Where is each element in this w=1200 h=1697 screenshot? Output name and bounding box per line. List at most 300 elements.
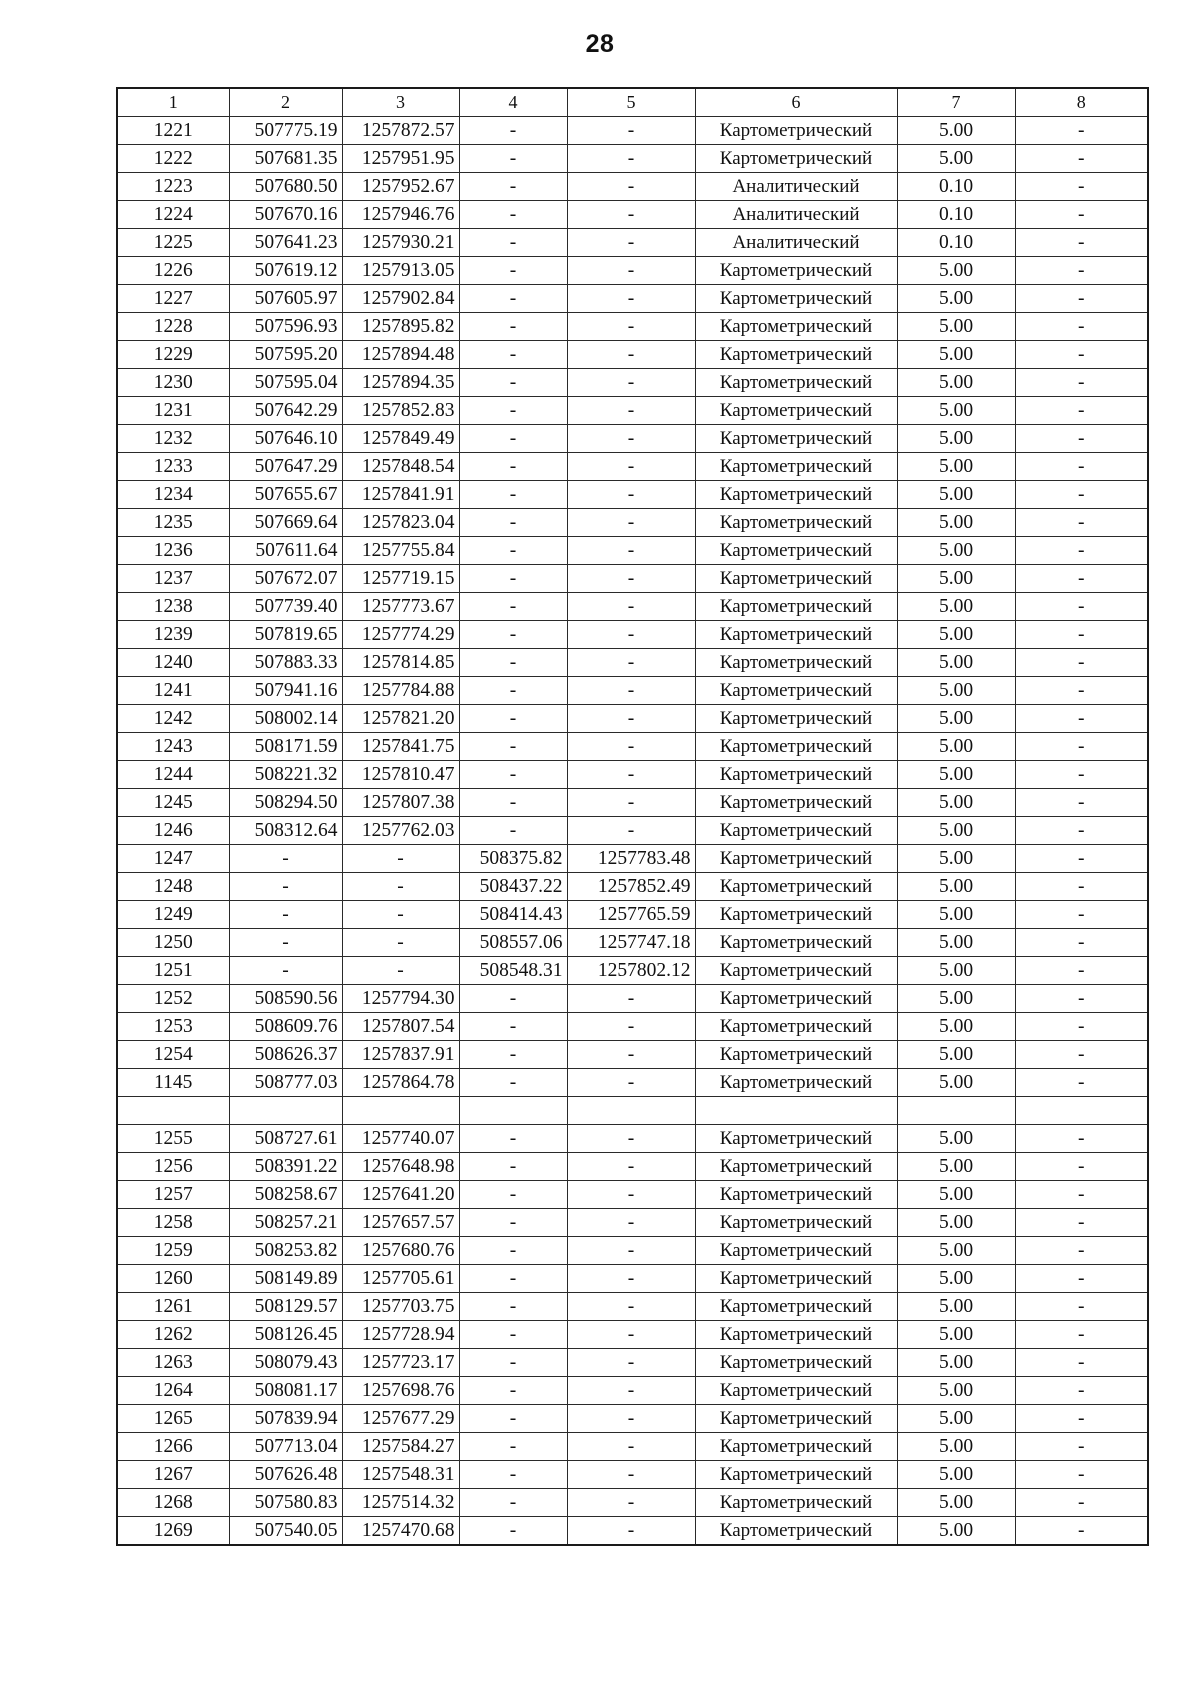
cell-x-coordinate-new: - (459, 481, 567, 509)
cell-accuracy: 5.00 (897, 733, 1015, 761)
cell-y-coordinate: - (342, 845, 459, 873)
cell-y-coordinate: 1257841.75 (342, 733, 459, 761)
cell-y-coordinate: 1257823.04 (342, 509, 459, 537)
cell-x-coordinate-new: 508375.82 (459, 845, 567, 873)
cell-x-coordinate: 507672.07 (229, 565, 342, 593)
cell-note: - (1015, 1041, 1148, 1069)
cell-note: - (1015, 929, 1148, 957)
cell-point-number: 1221 (117, 117, 229, 145)
cell-note: - (1015, 565, 1148, 593)
cell-method: Картометрический (695, 677, 897, 705)
cell-x-coordinate: - (229, 957, 342, 985)
cell-accuracy: 5.00 (897, 369, 1015, 397)
cell-x-coordinate: 508312.64 (229, 817, 342, 845)
cell-x-coordinate-new: - (459, 1181, 567, 1209)
cell-y-coordinate-new: - (567, 1405, 695, 1433)
cell-note: - (1015, 257, 1148, 285)
cell-x-coordinate: 508258.67 (229, 1181, 342, 1209)
cell-method: Картометрический (695, 481, 897, 509)
cell-x-coordinate: 508221.32 (229, 761, 342, 789)
cell-point-number: 1241 (117, 677, 229, 705)
cell-method: Картометрический (695, 1237, 897, 1265)
cell-y-coordinate-new: 1257765.59 (567, 901, 695, 929)
cell-point-number: 1223 (117, 173, 229, 201)
cell-point-number: 1145 (117, 1069, 229, 1097)
cell-y-coordinate: 1257648.98 (342, 1153, 459, 1181)
table-row (117, 481, 1148, 509)
cell-y-coordinate: 1257913.05 (342, 257, 459, 285)
cell-note: - (1015, 145, 1148, 173)
table-row (117, 1153, 1148, 1181)
cell-note: - (1015, 621, 1148, 649)
cell-note: - (1015, 369, 1148, 397)
cell-accuracy: 5.00 (897, 621, 1015, 649)
cell-x-coordinate-new: - (459, 677, 567, 705)
cell-y-coordinate: 1257852.83 (342, 397, 459, 425)
cell-y-coordinate: 1257894.35 (342, 369, 459, 397)
cell-point-number: 1226 (117, 257, 229, 285)
table-row (117, 285, 1148, 313)
cell-method: Картометрический (695, 117, 897, 145)
cell-accuracy: 5.00 (897, 1405, 1015, 1433)
cell-point-number: 1267 (117, 1461, 229, 1489)
table-row (117, 1125, 1148, 1153)
cell-y-coordinate-new: - (567, 117, 695, 145)
cell-y-coordinate-new: - (567, 341, 695, 369)
cell-point-number: 1248 (117, 873, 229, 901)
cell-note: - (1015, 1321, 1148, 1349)
cell-y-coordinate-new: - (567, 509, 695, 537)
cell-accuracy: 5.00 (897, 873, 1015, 901)
table-row (117, 677, 1148, 705)
cell-x-coordinate: 508590.56 (229, 985, 342, 1013)
cell-note: - (1015, 873, 1148, 901)
cell-x-coordinate-new: - (459, 453, 567, 481)
cell-y-coordinate-new: 1257852.49 (567, 873, 695, 901)
column-header: 6 (695, 88, 897, 117)
table-row (117, 1349, 1148, 1377)
cell-y-coordinate: 1257807.38 (342, 789, 459, 817)
column-header: 3 (342, 88, 459, 117)
cell-y-coordinate: 1257719.15 (342, 565, 459, 593)
cell-note: - (1015, 229, 1148, 257)
cell-accuracy: 0.10 (897, 201, 1015, 229)
table-row (117, 733, 1148, 761)
cell-note: - (1015, 481, 1148, 509)
table-row (117, 1433, 1148, 1461)
cell-y-coordinate: - (342, 901, 459, 929)
cell-note: - (1015, 1181, 1148, 1209)
cell-method: Картометрический (695, 873, 897, 901)
cell-x-coordinate-new: - (459, 817, 567, 845)
cell-method: Картометрический (695, 537, 897, 565)
cell-method: Картометрический (695, 649, 897, 677)
cell-x-coordinate: 508149.89 (229, 1265, 342, 1293)
cell-method: Аналитический (695, 229, 897, 257)
cell-x-coordinate-new: - (459, 1265, 567, 1293)
cell-note (1015, 1097, 1148, 1125)
cell-note: - (1015, 509, 1148, 537)
cell-x-coordinate: 508129.57 (229, 1293, 342, 1321)
cell-accuracy: 5.00 (897, 425, 1015, 453)
cell-y-coordinate: 1257902.84 (342, 285, 459, 313)
cell-note: - (1015, 649, 1148, 677)
table-row (117, 313, 1148, 341)
cell-x-coordinate: 507775.19 (229, 117, 342, 145)
cell-y-coordinate: 1257680.76 (342, 1237, 459, 1265)
cell-y-coordinate: 1257951.95 (342, 145, 459, 173)
cell-accuracy: 5.00 (897, 845, 1015, 873)
cell-y-coordinate-new: - (567, 1209, 695, 1237)
table-row (117, 1097, 1148, 1125)
cell-x-coordinate: 507739.40 (229, 593, 342, 621)
cell-y-coordinate: 1257794.30 (342, 985, 459, 1013)
page-number: 28 (585, 30, 615, 58)
cell-point-number: 1235 (117, 509, 229, 537)
cell-x-coordinate: 507655.67 (229, 481, 342, 509)
cell-accuracy: 5.00 (897, 509, 1015, 537)
cell-y-coordinate: 1257698.76 (342, 1377, 459, 1405)
cell-x-coordinate: 507819.65 (229, 621, 342, 649)
table-row (117, 1041, 1148, 1069)
cell-x-coordinate: 507580.83 (229, 1489, 342, 1517)
cell-method: Картометрический (695, 929, 897, 957)
cell-point-number: 1244 (117, 761, 229, 789)
cell-point-number: 1222 (117, 145, 229, 173)
cell-method: Картометрический (695, 509, 897, 537)
cell-y-coordinate-new: - (567, 1041, 695, 1069)
table-row (117, 257, 1148, 285)
cell-x-coordinate: 508727.61 (229, 1125, 342, 1153)
cell-note: - (1015, 677, 1148, 705)
cell-x-coordinate: 508253.82 (229, 1237, 342, 1265)
cell-x-coordinate: 508257.21 (229, 1209, 342, 1237)
cell-point-number: 1246 (117, 817, 229, 845)
cell-point-number: 1238 (117, 593, 229, 621)
column-header: 1 (117, 88, 229, 117)
cell-x-coordinate-new: - (459, 537, 567, 565)
cell-y-coordinate: 1257728.94 (342, 1321, 459, 1349)
cell-point-number: 1247 (117, 845, 229, 873)
table-row (117, 1377, 1148, 1405)
cell-x-coordinate: 507883.33 (229, 649, 342, 677)
cell-method: Картометрический (695, 369, 897, 397)
cell-note: - (1015, 1377, 1148, 1405)
cell-point-number: 1262 (117, 1321, 229, 1349)
cell-method: Картометрический (695, 1041, 897, 1069)
cell-y-coordinate (342, 1097, 459, 1125)
table-row (117, 1293, 1148, 1321)
cell-x-coordinate-new: - (459, 789, 567, 817)
cell-accuracy: 5.00 (897, 1349, 1015, 1377)
cell-note: - (1015, 285, 1148, 313)
cell-note: - (1015, 733, 1148, 761)
table-row (117, 341, 1148, 369)
cell-point-number: 1224 (117, 201, 229, 229)
cell-note: - (1015, 593, 1148, 621)
cell-note: - (1015, 1461, 1148, 1489)
cell-y-coordinate: 1257641.20 (342, 1181, 459, 1209)
cell-method: Картометрический (695, 285, 897, 313)
cell-x-coordinate-new: - (459, 229, 567, 257)
cell-y-coordinate-new: - (567, 257, 695, 285)
table-row (117, 1013, 1148, 1041)
cell-x-coordinate-new: - (459, 285, 567, 313)
cell-accuracy: 5.00 (897, 537, 1015, 565)
cell-x-coordinate: 507646.10 (229, 425, 342, 453)
cell-x-coordinate: 508081.17 (229, 1377, 342, 1405)
cell-x-coordinate-new: - (459, 1237, 567, 1265)
cell-method: Картометрический (695, 1349, 897, 1377)
cell-point-number: 1242 (117, 705, 229, 733)
cell-point-number: 1236 (117, 537, 229, 565)
cell-accuracy: 5.00 (897, 957, 1015, 985)
cell-point-number: 1230 (117, 369, 229, 397)
table-row (117, 117, 1148, 145)
column-header: 4 (459, 88, 567, 117)
cell-point-number: 1264 (117, 1377, 229, 1405)
cell-accuracy: 5.00 (897, 705, 1015, 733)
cell-point-number (117, 1097, 229, 1125)
cell-y-coordinate-new: - (567, 705, 695, 733)
cell-method: Картометрический (695, 1265, 897, 1293)
cell-method: Картометрический (695, 1377, 897, 1405)
table-row (117, 873, 1148, 901)
cell-y-coordinate-new: - (567, 621, 695, 649)
cell-y-coordinate: 1257755.84 (342, 537, 459, 565)
cell-accuracy: 5.00 (897, 397, 1015, 425)
cell-y-coordinate-new: - (567, 1237, 695, 1265)
cell-y-coordinate-new: - (567, 789, 695, 817)
cell-accuracy: 5.00 (897, 1265, 1015, 1293)
cell-x-coordinate: 508626.37 (229, 1041, 342, 1069)
cell-y-coordinate: 1257514.32 (342, 1489, 459, 1517)
cell-y-coordinate-new: - (567, 173, 695, 201)
table-row (117, 761, 1148, 789)
cell-y-coordinate-new: - (567, 761, 695, 789)
cell-accuracy: 5.00 (897, 817, 1015, 845)
cell-accuracy: 5.00 (897, 1125, 1015, 1153)
cell-x-coordinate-new: 508557.06 (459, 929, 567, 957)
cell-x-coordinate-new: - (459, 1069, 567, 1097)
cell-point-number: 1254 (117, 1041, 229, 1069)
cell-x-coordinate: 507611.64 (229, 537, 342, 565)
cell-method: Картометрический (695, 1517, 897, 1546)
cell-accuracy: 5.00 (897, 313, 1015, 341)
cell-point-number: 1269 (117, 1517, 229, 1546)
table-row (117, 789, 1148, 817)
table-row (117, 929, 1148, 957)
cell-x-coordinate-new: - (459, 1489, 567, 1517)
cell-x-coordinate-new: - (459, 1517, 567, 1546)
cell-method: Аналитический (695, 173, 897, 201)
cell-y-coordinate-new: - (567, 1321, 695, 1349)
cell-y-coordinate-new: - (567, 677, 695, 705)
cell-accuracy: 5.00 (897, 985, 1015, 1013)
cell-y-coordinate: 1257841.91 (342, 481, 459, 509)
cell-x-coordinate: 508079.43 (229, 1349, 342, 1377)
cell-point-number: 1252 (117, 985, 229, 1013)
cell-accuracy: 5.00 (897, 1377, 1015, 1405)
cell-y-coordinate-new: - (567, 649, 695, 677)
cell-point-number: 1227 (117, 285, 229, 313)
cell-accuracy: 5.00 (897, 1013, 1015, 1041)
cell-point-number: 1233 (117, 453, 229, 481)
cell-x-coordinate: - (229, 929, 342, 957)
cell-accuracy: 5.00 (897, 929, 1015, 957)
cell-y-coordinate: 1257773.67 (342, 593, 459, 621)
cell-point-number: 1257 (117, 1181, 229, 1209)
cell-note: - (1015, 761, 1148, 789)
cell-y-coordinate: 1257723.17 (342, 1349, 459, 1377)
cell-point-number: 1231 (117, 397, 229, 425)
cell-method: Картометрический (695, 1125, 897, 1153)
cell-y-coordinate: 1257864.78 (342, 1069, 459, 1097)
cell-point-number: 1260 (117, 1265, 229, 1293)
cell-accuracy: 5.00 (897, 1181, 1015, 1209)
cell-method: Картометрический (695, 761, 897, 789)
cell-accuracy: 0.10 (897, 229, 1015, 257)
table-row (117, 957, 1148, 985)
cell-note: - (1015, 1405, 1148, 1433)
cell-y-coordinate-new: - (567, 1293, 695, 1321)
cell-point-number: 1253 (117, 1013, 229, 1041)
table-row (117, 565, 1148, 593)
cell-method: Картометрический (695, 341, 897, 369)
cell-accuracy: 5.00 (897, 1321, 1015, 1349)
cell-x-coordinate: 507713.04 (229, 1433, 342, 1461)
cell-accuracy: 5.00 (897, 1153, 1015, 1181)
cell-point-number: 1256 (117, 1153, 229, 1181)
cell-x-coordinate-new: 508548.31 (459, 957, 567, 985)
cell-accuracy: 5.00 (897, 285, 1015, 313)
column-header: 2 (229, 88, 342, 117)
table-row (117, 1321, 1148, 1349)
cell-y-coordinate-new: - (567, 369, 695, 397)
cell-x-coordinate: 507596.93 (229, 313, 342, 341)
cell-x-coordinate: 507941.16 (229, 677, 342, 705)
cell-x-coordinate-new: - (459, 1013, 567, 1041)
cell-note: - (1015, 1069, 1148, 1097)
cell-accuracy: 5.00 (897, 1461, 1015, 1489)
cell-method: Картометрический (695, 565, 897, 593)
cell-y-coordinate: 1257657.57 (342, 1209, 459, 1237)
table-row (117, 985, 1148, 1013)
cell-x-coordinate-new: - (459, 593, 567, 621)
cell-y-coordinate: 1257810.47 (342, 761, 459, 789)
cell-accuracy: 5.00 (897, 481, 1015, 509)
cell-y-coordinate-new: - (567, 1013, 695, 1041)
cell-y-coordinate-new: - (567, 1377, 695, 1405)
cell-y-coordinate-new: - (567, 733, 695, 761)
table-row (117, 1069, 1148, 1097)
cell-x-coordinate: 507619.12 (229, 257, 342, 285)
cell-method: Картометрический (695, 789, 897, 817)
cell-y-coordinate: 1257677.29 (342, 1405, 459, 1433)
cell-method: Картометрический (695, 1433, 897, 1461)
cell-y-coordinate-new: - (567, 537, 695, 565)
table-row (117, 1209, 1148, 1237)
cell-point-number: 1259 (117, 1237, 229, 1265)
cell-y-coordinate: 1257848.54 (342, 453, 459, 481)
cell-x-coordinate: 507605.97 (229, 285, 342, 313)
cell-y-coordinate-new: - (567, 425, 695, 453)
table-row (117, 1517, 1148, 1546)
cell-note: - (1015, 1153, 1148, 1181)
cell-note: - (1015, 789, 1148, 817)
cell-note: - (1015, 1489, 1148, 1517)
cell-note: - (1015, 705, 1148, 733)
cell-accuracy: 5.00 (897, 565, 1015, 593)
cell-note: - (1015, 173, 1148, 201)
cell-note: - (1015, 901, 1148, 929)
coordinates-table (116, 87, 1149, 1546)
cell-point-number: 1225 (117, 229, 229, 257)
cell-method: Картометрический (695, 593, 897, 621)
cell-y-coordinate-new: - (567, 1125, 695, 1153)
cell-point-number: 1251 (117, 957, 229, 985)
cell-y-coordinate-new: - (567, 593, 695, 621)
table-row (117, 1265, 1148, 1293)
cell-point-number: 1232 (117, 425, 229, 453)
cell-x-coordinate: 507647.29 (229, 453, 342, 481)
cell-method: Картометрический (695, 1013, 897, 1041)
table-row (117, 621, 1148, 649)
cell-y-coordinate-new: - (567, 1489, 695, 1517)
cell-x-coordinate: 508391.22 (229, 1153, 342, 1181)
cell-x-coordinate-new: - (459, 397, 567, 425)
cell-y-coordinate: - (342, 957, 459, 985)
table-row (117, 537, 1148, 565)
cell-y-coordinate-new: - (567, 817, 695, 845)
cell-accuracy: 5.00 (897, 789, 1015, 817)
cell-method: Картометрический (695, 1069, 897, 1097)
table-row (117, 845, 1148, 873)
cell-method: Картометрический (695, 1181, 897, 1209)
table-row (117, 369, 1148, 397)
cell-y-coordinate: 1257895.82 (342, 313, 459, 341)
column-header: 5 (567, 88, 695, 117)
cell-accuracy (897, 1097, 1015, 1125)
cell-x-coordinate (229, 1097, 342, 1125)
cell-x-coordinate-new: - (459, 649, 567, 677)
cell-point-number: 1245 (117, 789, 229, 817)
cell-x-coordinate: 507540.05 (229, 1517, 342, 1546)
cell-method (695, 1097, 897, 1125)
cell-x-coordinate: - (229, 901, 342, 929)
cell-point-number: 1263 (117, 1349, 229, 1377)
cell-x-coordinate: 508126.45 (229, 1321, 342, 1349)
cell-x-coordinate: 507595.04 (229, 369, 342, 397)
cell-point-number: 1261 (117, 1293, 229, 1321)
table-body (117, 117, 1148, 1546)
cell-x-coordinate-new: - (459, 705, 567, 733)
cell-method: Картометрический (695, 845, 897, 873)
cell-x-coordinate-new: - (459, 1321, 567, 1349)
cell-accuracy: 5.00 (897, 453, 1015, 481)
cell-note: - (1015, 425, 1148, 453)
cell-x-coordinate-new: - (459, 257, 567, 285)
cell-accuracy: 5.00 (897, 1433, 1015, 1461)
cell-y-coordinate-new: - (567, 1181, 695, 1209)
cell-accuracy: 5.00 (897, 901, 1015, 929)
cell-accuracy: 5.00 (897, 1237, 1015, 1265)
cell-y-coordinate-new: - (567, 985, 695, 1013)
table-row (117, 1181, 1148, 1209)
cell-accuracy: 5.00 (897, 1293, 1015, 1321)
cell-y-coordinate-new: - (567, 1433, 695, 1461)
cell-point-number: 1237 (117, 565, 229, 593)
